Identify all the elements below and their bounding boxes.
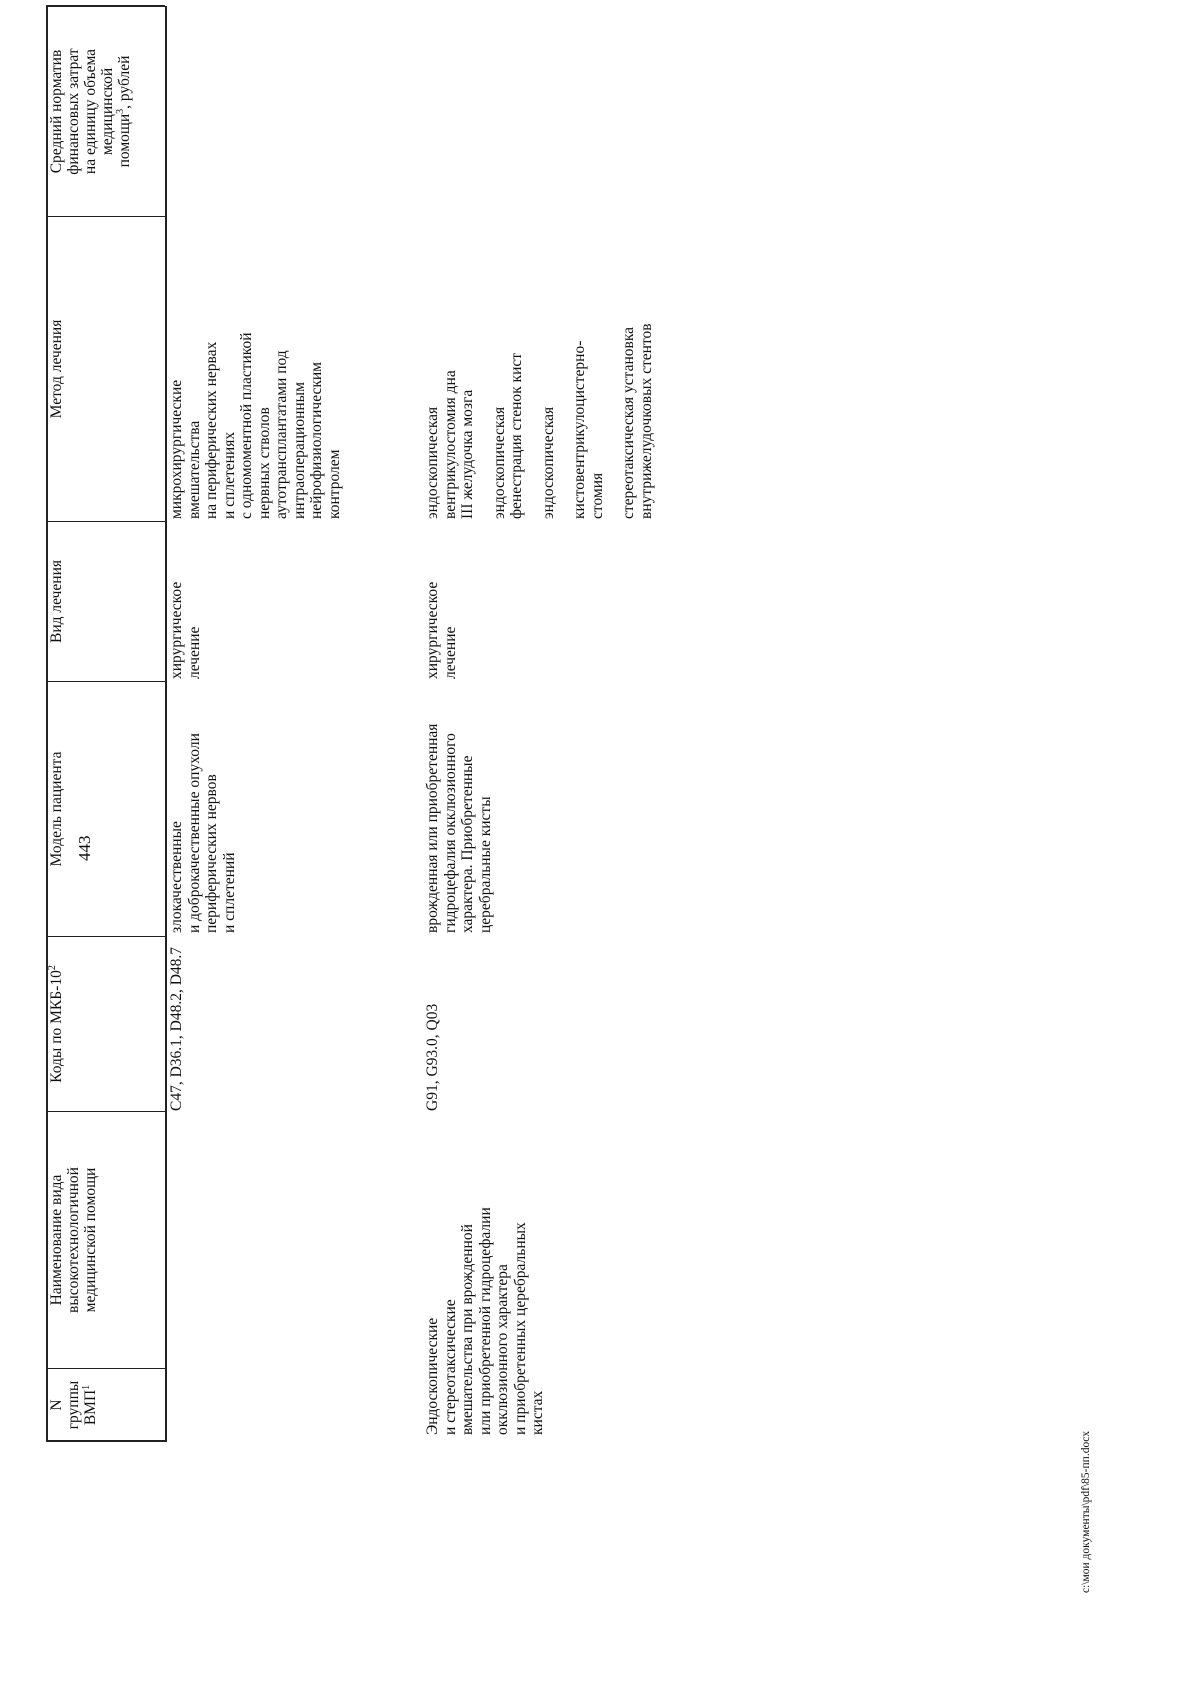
row1-icd-codes: C47, D36.1, D48.2, D48.7 [168, 946, 185, 1111]
row2-icd-codes: G91, G93.0, Q03 [424, 1003, 441, 1111]
header-icd-codes: Коды по МКБ-$10^2$ [46, 965, 65, 1083]
header-vmp-name: Наименование вида высокотехнологичной медицинской помощи [48, 1167, 99, 1313]
row2-patient-model: врожденная или приобретенная гидроцефалия окклюзионного характера. Приобретенные церебральные кисты [424, 723, 494, 933]
row1-treatment-type: хирургическое лечение [168, 581, 203, 679]
header-bottom-border [165, 6, 167, 1442]
file-path-footer: c:\мои документы\pdf\85-пп.docx [1080, 1430, 1092, 1593]
row2-treatment-type: хирургическое лечение [424, 581, 459, 679]
header-cost-standard: Средний норматив финансовых затрат на единицу объема медицинской помощи$^3$, рублей [48, 48, 133, 175]
row2-vmp-name: Эндоскопические и стереотаксические вмешательства при врожденной или приобретенной гидроцефалии окклюзионного характера и приобретенных церебральных кистах [424, 1207, 546, 1435]
header-treatment-method: Метод лечения [48, 319, 65, 419]
header-group-no: N группы ВМП$^1$ [48, 1380, 99, 1430]
header-patient-model: Модель пациента [48, 751, 65, 867]
page-number: 443 [75, 835, 94, 861]
row2-treatment-method: эндоскопическая вентрикулостомия дна III желудочка мозга эндоскопическая фенестрация стенок кист эндоскопическая кистовентрикулоцистерно- стомия стереотаксическая установка внутрижелудочковых стентов [424, 323, 655, 519]
header-treatment-type: Вид лечения [48, 559, 65, 644]
row1-treatment-method: микрохирургические вмешательства на периферических нервах и сплетениях с одномоментной пластикой нервных стволов аутотрансплантатами под интраоперационным нейрофизиологическим контролем [168, 332, 343, 519]
row1-patient-model: злокачественные и доброкачественные опухоли периферических нервов и сплетений [168, 733, 238, 933]
